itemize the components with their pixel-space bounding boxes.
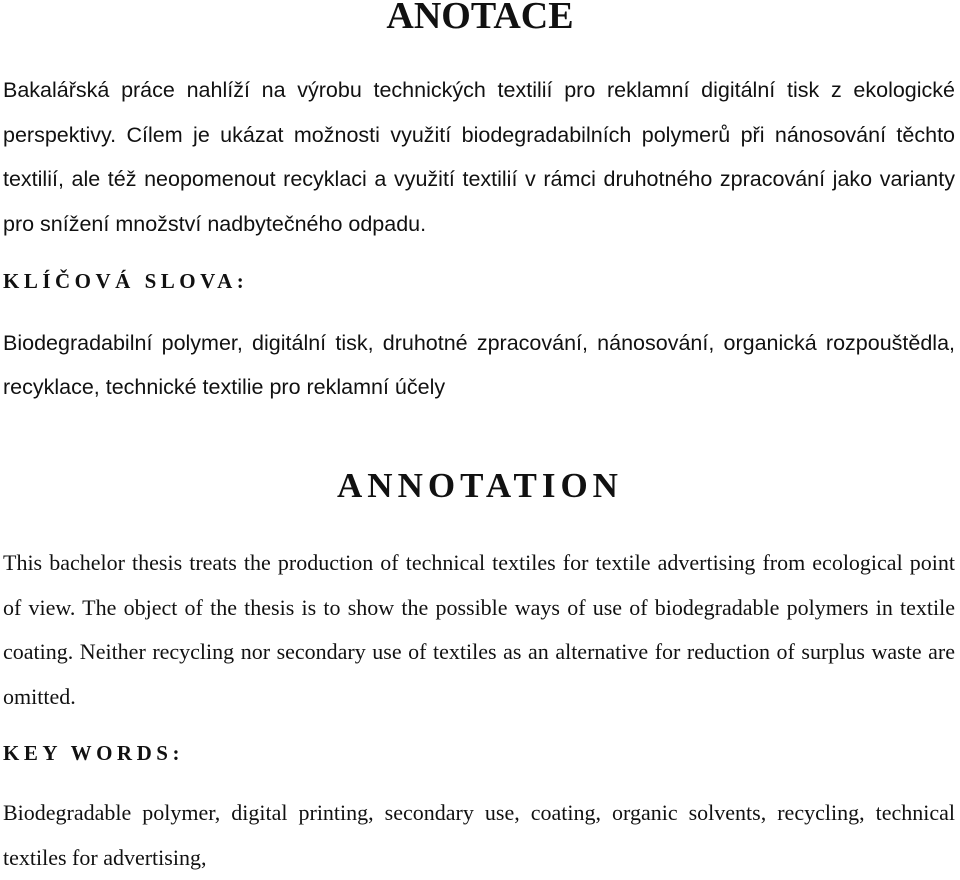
czech-keywords: Biodegradabilní polymer, digitální tisk, druhotné zpracování, nánosování, organická rozpouštědla, recyklace, technické textilie pro reklamní účely xyxy=(3,331,955,399)
czech-abstract: Bakalářská práce nahlíží na výrobu technických textilií pro reklamní digitální tisk z ekologické perspektivy. Cílem je ukázat možnosti využití biodegradabilních polymerů při nánosování těchto textilií, ale též neopomenout recyklaci a využití textilií v rámci druhotného zpracování jako varianty pro snížení množství nadbytečného odpadu. xyxy=(3,78,955,236)
czech-title: ANOTACE xyxy=(386,0,574,37)
czech-keywords-heading: KLÍČOVÁ SLOVA: xyxy=(3,269,249,293)
english-keywords: Biodegradable polymer, digital printing, secondary use, coating, organic solvents, recycling, technical textiles for advertising, xyxy=(3,800,955,870)
english-abstract: This bachelor thesis treats the production of technical textiles for textile advertising from ecological point of view. The object of the thesis is to show the possible ways of use of biodegradable polymers in textile coating. Neither recycling nor secondary use of textiles as an alternative for reduction of surplus waste are omitted. xyxy=(3,550,955,709)
english-title: ANNOTATION xyxy=(337,466,623,505)
english-keywords-heading: KEY WORDS: xyxy=(3,741,184,765)
